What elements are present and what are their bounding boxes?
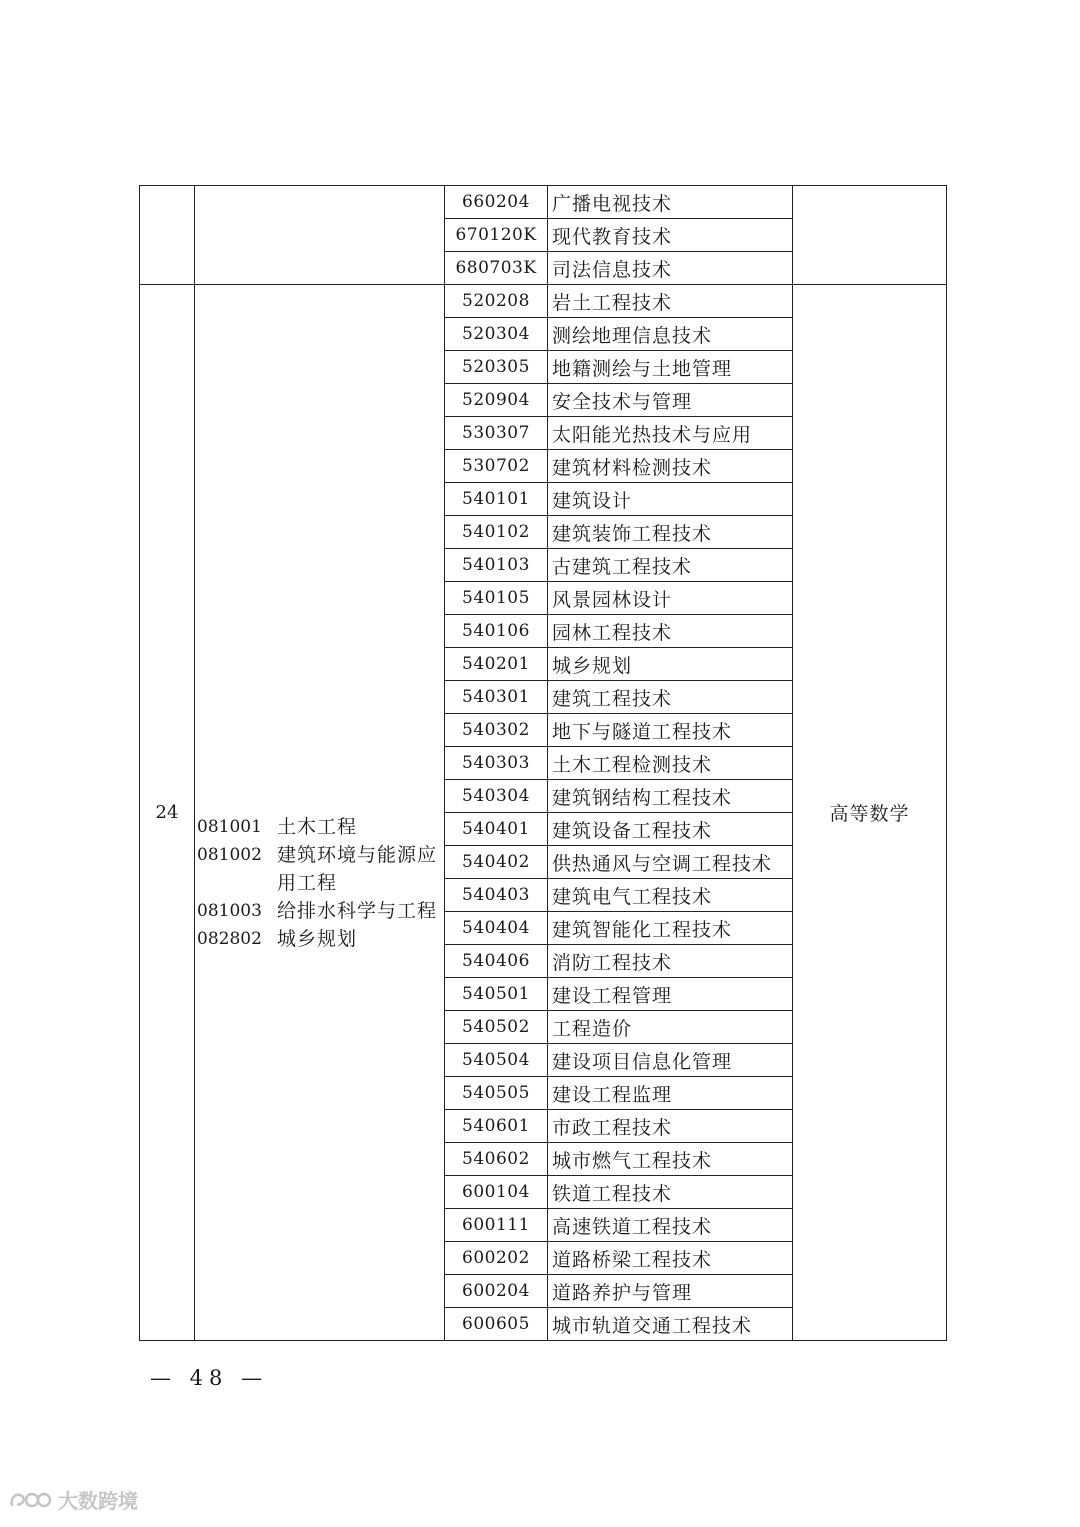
vocational-code: 540602	[445, 1143, 548, 1176]
vocational-name: 铁道工程技术	[548, 1176, 793, 1209]
vocational-code: 520304	[445, 318, 548, 351]
vocational-code: 600111	[445, 1209, 548, 1242]
undergrad-major-code: 081001	[197, 816, 262, 837]
vocational-code: 540504	[445, 1044, 548, 1077]
vocational-code: 540502	[445, 1011, 548, 1044]
vocational-code: 540505	[445, 1077, 548, 1110]
vocational-code: 600202	[445, 1242, 548, 1275]
vocational-name: 建筑设计	[548, 483, 793, 516]
subject-cell: 高等数学	[793, 285, 947, 1341]
vocational-name: 工程造价	[548, 1011, 793, 1044]
vocational-code: 540406	[445, 945, 548, 978]
vocational-name: 太阳能光热技术与应用	[548, 417, 793, 450]
undergrad-major-name: 城乡规划	[277, 927, 358, 950]
vocational-code: 540201	[445, 648, 548, 681]
vocational-code: 540404	[445, 912, 548, 945]
undergrad-major-list	[195, 813, 444, 953]
vocational-name: 建设工程管理	[548, 978, 793, 1011]
subject-cell	[793, 186, 947, 285]
vocational-code: 540101	[445, 483, 548, 516]
vocational-code: 540301	[445, 681, 548, 714]
vocational-name: 司法信息技术	[548, 252, 793, 285]
table-row	[140, 285, 947, 318]
vocational-code: 520904	[445, 384, 548, 417]
vocational-name: 建筑工程技术	[548, 681, 793, 714]
undergrad-major-name: 建筑环境与能源应用工程	[277, 843, 438, 894]
vocational-code: 680703K	[445, 252, 548, 285]
vocational-name: 建筑装饰工程技术	[548, 516, 793, 549]
undergrad-major-code: 082802	[197, 928, 262, 949]
vocational-name: 高速铁道工程技术	[548, 1209, 793, 1242]
vocational-name: 道路养护与管理	[548, 1275, 793, 1308]
vocational-code: 520208	[445, 285, 548, 318]
undergrad-major-name: 土木工程	[277, 815, 358, 838]
major-table-body	[140, 186, 947, 1341]
vocational-code: 600104	[445, 1176, 548, 1209]
undergrad-major-item	[197, 897, 444, 925]
vocational-name: 广播电视技术	[548, 186, 793, 219]
undergrad-major-name: 给排水科学与工程	[277, 899, 438, 922]
vocational-name: 道路桥梁工程技术	[548, 1242, 793, 1275]
vocational-code: 530307	[445, 417, 548, 450]
vocational-name: 城市轨道交通工程技术	[548, 1308, 793, 1341]
vocational-code: 540106	[445, 615, 548, 648]
vocational-name: 建设工程监理	[548, 1077, 793, 1110]
vocational-name: 建设项目信息化管理	[548, 1044, 793, 1077]
vocational-code: 540601	[445, 1110, 548, 1143]
vocational-code: 540102	[445, 516, 548, 549]
vocational-code: 600605	[445, 1308, 548, 1341]
undergrad-cell	[195, 285, 445, 1341]
vocational-name: 园林工程技术	[548, 615, 793, 648]
vocational-name: 建筑设备工程技术	[548, 813, 793, 846]
vocational-name: 地下与隧道工程技术	[548, 714, 793, 747]
table-row	[140, 186, 947, 219]
watermark-logo-icon	[8, 1488, 52, 1512]
vocational-name: 安全技术与管理	[548, 384, 793, 417]
undergrad-major-code: 081002	[197, 844, 262, 865]
vocational-name: 建筑智能化工程技术	[548, 912, 793, 945]
watermark-text: 大数跨境	[58, 1489, 138, 1513]
vocational-code: 540105	[445, 582, 548, 615]
vocational-code: 670120K	[445, 219, 548, 252]
vocational-name: 古建筑工程技术	[548, 549, 793, 582]
vocational-name: 消防工程技术	[548, 945, 793, 978]
vocational-name: 土木工程检测技术	[548, 747, 793, 780]
seq-cell	[140, 186, 195, 285]
vocational-name: 供热通风与空调工程技术	[548, 846, 793, 879]
vocational-code: 600204	[445, 1275, 548, 1308]
undergrad-major-item	[197, 841, 444, 897]
major-table	[139, 185, 947, 1341]
vocational-code: 520305	[445, 351, 548, 384]
vocational-code: 540103	[445, 549, 548, 582]
vocational-code: 540401	[445, 813, 548, 846]
vocational-code: 530702	[445, 450, 548, 483]
undergrad-major-code: 081003	[197, 900, 262, 921]
vocational-code: 540403	[445, 879, 548, 912]
vocational-code: 540402	[445, 846, 548, 879]
vocational-name: 城乡规划	[548, 648, 793, 681]
vocational-name: 建筑材料检测技术	[548, 450, 793, 483]
vocational-name: 岩土工程技术	[548, 285, 793, 318]
vocational-name: 风景园林设计	[548, 582, 793, 615]
vocational-name: 建筑电气工程技术	[548, 879, 793, 912]
vocational-name: 现代教育技术	[548, 219, 793, 252]
vocational-name: 市政工程技术	[548, 1110, 793, 1143]
vocational-name: 地籍测绘与土地管理	[548, 351, 793, 384]
undergrad-major-item	[197, 813, 444, 841]
vocational-name: 建筑钢结构工程技术	[548, 780, 793, 813]
vocational-code: 660204	[445, 186, 548, 219]
vocational-code: 540304	[445, 780, 548, 813]
vocational-name: 测绘地理信息技术	[548, 318, 793, 351]
page-number: — 48 —	[150, 1366, 269, 1390]
undergrad-major-item	[197, 925, 444, 953]
seq-cell: 24	[140, 285, 195, 1341]
vocational-code: 540302	[445, 714, 548, 747]
vocational-code: 540303	[445, 747, 548, 780]
undergrad-cell	[195, 186, 445, 285]
vocational-code: 540501	[445, 978, 548, 1011]
vocational-name: 城市燃气工程技术	[548, 1143, 793, 1176]
watermark	[8, 1485, 138, 1514]
